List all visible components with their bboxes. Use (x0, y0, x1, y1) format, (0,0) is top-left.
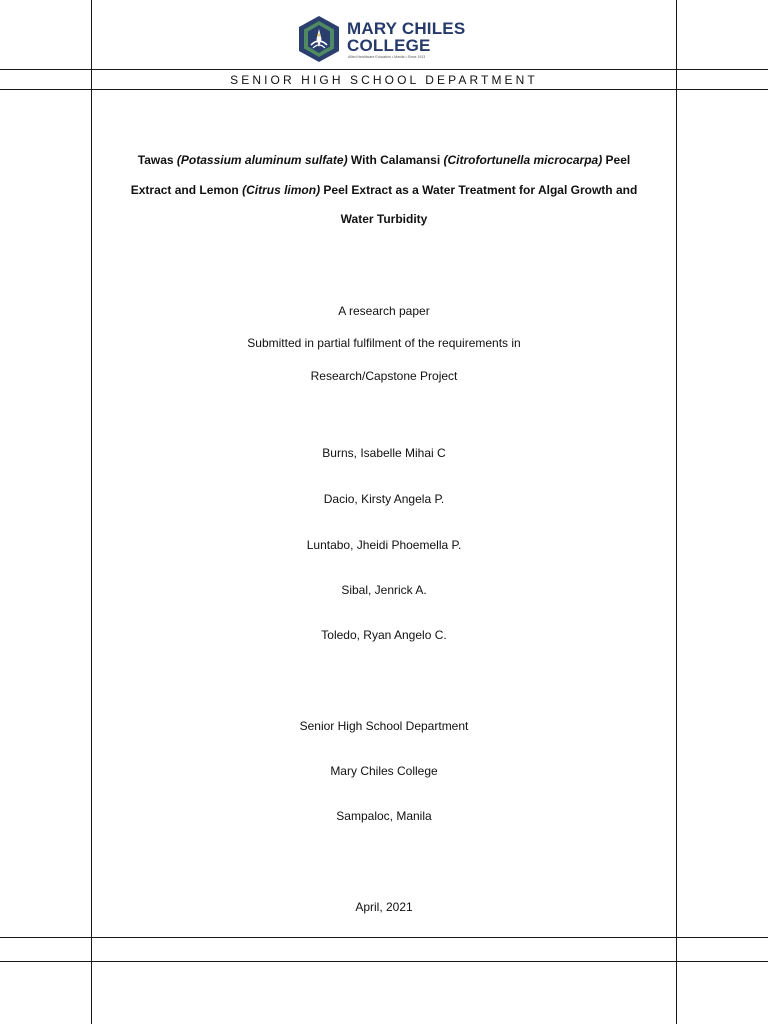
title-text-segment: Tawas (137, 153, 177, 167)
author-1: Burns, Isabelle Mihai C (322, 446, 446, 460)
left-vertical-border (91, 0, 92, 1024)
author-4: Sibal, Jenrick A. (341, 583, 427, 597)
author-2: Dacio, Kirsty Angela P. (323, 492, 445, 506)
header-bottom-border (0, 89, 768, 90)
submission-type: A research paper (338, 304, 430, 318)
submission-statement: Submitted in partial fulfilment of the requirements in (247, 336, 521, 350)
paper-title (120, 146, 648, 235)
author-5: Toledo, Ryan Angelo C. (321, 628, 447, 642)
footer-bottom-border (0, 961, 768, 962)
college-logo-tagline: Allied Healthcare Education • Manila • Since 1913 (348, 55, 426, 59)
footer-top-border (0, 937, 768, 938)
college-shield-icon (297, 15, 341, 63)
title-text-segment: With Calamansi (347, 153, 444, 167)
institution-location: Sampaloc, Manila (336, 809, 432, 823)
title-scientific-name: (Citrus limon) (242, 182, 321, 197)
title-text-segment: Peel Extract as a Water Treatment for Algal Growth and Water Turbidity (320, 182, 638, 226)
header-top-border (0, 69, 768, 70)
department-header: SENIOR HIGH SCHOOL DEPARTMENT (230, 73, 538, 87)
title-scientific-name: (Citrofortunella microcarpa) (443, 153, 603, 167)
title-text-segment: Peel Extract and Lemon (130, 153, 631, 197)
college-logo (297, 15, 469, 63)
right-vertical-border (676, 0, 677, 1024)
title-scientific-name: (Potassium aluminum sulfate) (176, 153, 348, 167)
author-3: Luntabo, Jheidi Phoemella P. (306, 538, 462, 552)
institution-department: Senior High School Department (299, 719, 469, 733)
institution-school: Mary Chiles College (330, 764, 438, 778)
submission-date: April, 2021 (355, 900, 413, 914)
course-name: Research/Capstone Project (310, 369, 458, 383)
college-logo-name: MARY CHILES COLLEGE (347, 19, 466, 55)
